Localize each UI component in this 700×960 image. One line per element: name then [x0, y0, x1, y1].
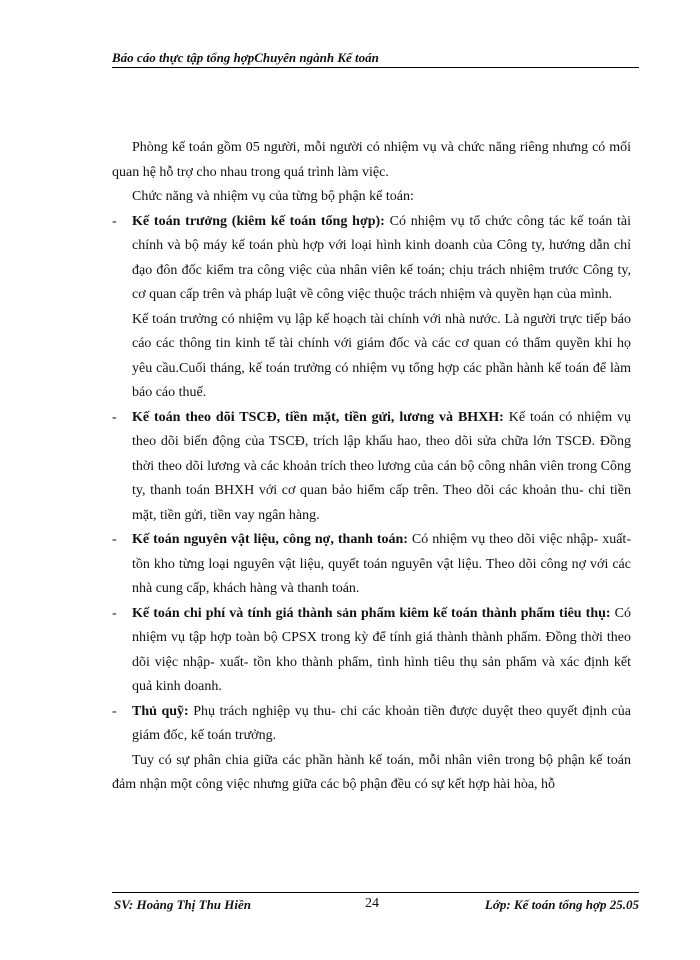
- item-text: Kế toán có nhiệm vụ theo dõi biến động của TSCĐ, trích lập khấu hao, theo dõi sửa chữa lớn TSCĐ. Đồng thời theo dõi lương và các khoản trích theo lương của cán bộ công nhân viên trong Công ty, thanh toán BHXH với cơ quan bảo hiểm cấp trên. Theo dõi các khoản thu- chi tiền mặt, tiền gửi, tiền vay ngân hàng.: [132, 409, 632, 523]
- bullet-dash: -: [112, 605, 117, 621]
- footer-class: Lớp: Kế toán tổng hợp 25.05: [484, 897, 639, 912]
- item-label: Kế toán theo dõi TSCĐ, tiền mặt, tiền gửi, lương và BHXH:: [132, 409, 504, 425]
- bullet-dash: -: [112, 213, 117, 229]
- bullet-dash: -: [112, 409, 117, 425]
- bullet-dash: -: [112, 532, 117, 547]
- list-item: [112, 700, 631, 749]
- item-label: Kế toán chi phí và tính giá thành sản phẩm kiêm kế toán thành phẩm tiêu thụ:: [132, 605, 611, 621]
- item-text: Phụ trách nghiệp vụ thu- chi các khoản tiền được duyệt theo quyết định của giám đốc, kế toán trưởng.: [132, 703, 631, 743]
- bullet-dash: -: [112, 703, 117, 719]
- item-text: Có nhiệm vụ theo dõi việc nhập- xuất- tồn kho từng loại nguyên vật liệu, quyết toán nguyên vật liệu. Theo dõi công nợ với các nhà cung cấp, khách hàng và thanh toán.: [132, 532, 631, 596]
- page-footer: [112, 892, 639, 915]
- page-header: [112, 50, 639, 68]
- list-item: [112, 406, 631, 529]
- intro-paragraph: Phòng kế toán gồm 05 người, mỗi người có nhiệm vụ và chức năng riêng nhưng có mối quan hệ hỗ trợ cho nhau trong quá trình làm việc.: [112, 140, 631, 180]
- closing-paragraph: Tuy có sự phân chia giữa các phần hành kế toán, mỗi nhân viên trong bộ phận kế toán đảm nhận một công việc nhưng giữa các bộ phận đều có sự kết hợp hài hòa, hỗ: [112, 752, 631, 792]
- chief-extra-paragraph: Kế toán trưởng có nhiệm vụ lập kế hoạch tài chính với nhà nước. Là người trực tiếp báo cáo các thông tin kinh tế tài chính với giám đốc và các cơ quan có thẩm quyền khi họ yêu cầu.Cuối tháng, kế toán trưởng có nhiệm vụ tổng hợp các phần hành kế toán để làm báo cáo thuế.: [132, 311, 631, 400]
- item-text: Có nhiệm vụ tập hợp toàn bộ CPSX trong kỳ để tính giá thành thành phẩm. Đồng thời theo dõi việc nhập- xuất- tồn kho thành phẩm, tình hình tiêu thụ sản phẩm và xác định kết quả kinh doanh.: [132, 605, 632, 694]
- page-number: 24: [365, 896, 379, 911]
- list-item: [112, 210, 631, 308]
- item-label: Kế toán trưởng (kiêm kế toán tổng hợp):: [132, 213, 385, 229]
- list-item: [112, 602, 631, 700]
- item-text: Có nhiệm vụ tổ chức công tác kế toán tài chính và bộ máy kế toán phù hợp với loại hình kinh doanh của Công ty, hướng dẫn chỉ đạo đôn đốc kiểm tra công việc của nhân viên kế toán; chịu trách nhiệm trước Công ty, cơ quan cấp trên và pháp luật về công việc thuộc trách nhiệm và quyền hạn của mình.: [132, 213, 631, 302]
- header-title: Báo cáo thực tập tổng hợpChuyên ngành Kế toán: [112, 50, 379, 65]
- list-item: [112, 528, 631, 602]
- item-label: Kế toán nguyên vật liệu, công nợ, thanh toán:: [132, 532, 408, 547]
- footer-student: SV: Hoàng Thị Thu Hiền: [114, 897, 252, 912]
- item-label: Thủ quỹ:: [132, 703, 189, 719]
- document-body: [112, 136, 631, 798]
- lead-paragraph: Chức năng và nhiệm vụ của từng bộ phận kế toán:: [132, 189, 414, 204]
